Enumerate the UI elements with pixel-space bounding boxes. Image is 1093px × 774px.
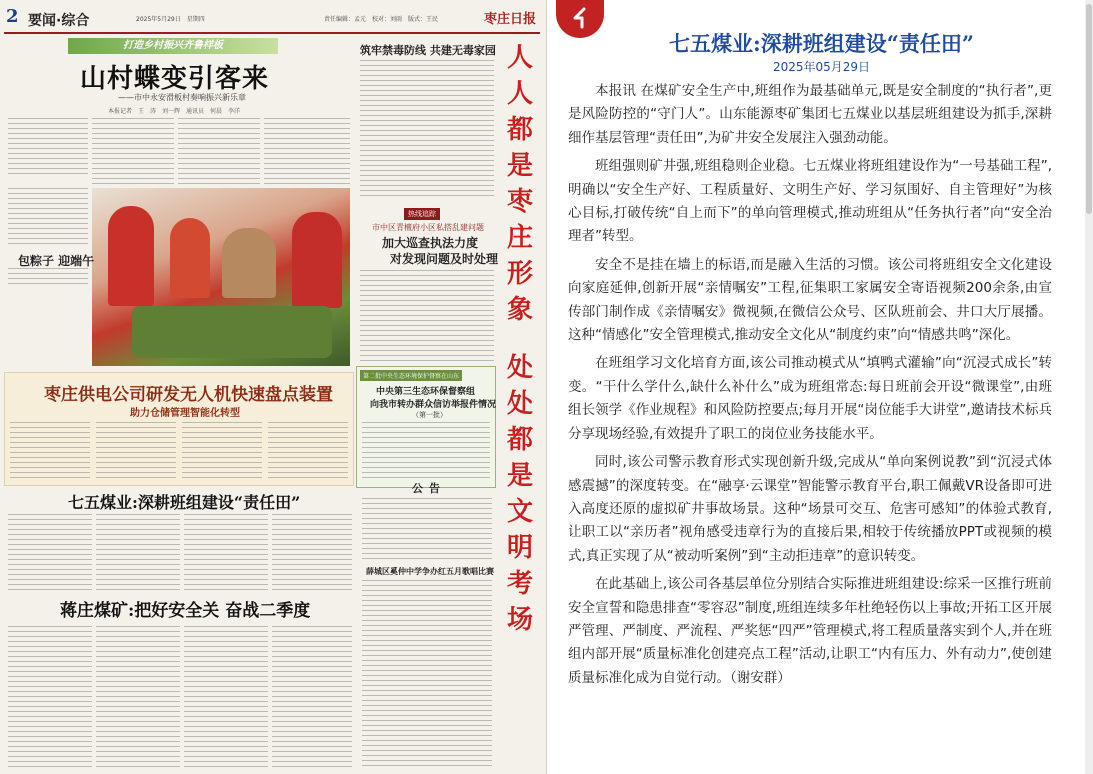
main-subheadline: ——市中永安滑板村奏响振兴新乐章 — [118, 93, 246, 102]
slogan-char: 场 — [506, 605, 533, 635]
article-paragraph: 安全不是挂在墙上的标语,而是融入生活的习惯。该公司将班组安全文化建设向家庭延伸,创新开展“亲情嘱安”工程,征集职工家属安全寄语视频200余条,由宣传部门制作成《亲情嘱安》微视频,在微信公众号、区队班前会、井口大厅展播。这种“情感化”安全管理模式,推动安全文化从“制度约束”向“情感共鸣”深化。 — [568, 256, 1052, 344]
selected-article-headline[interactable]: 七五煤业:深耕班组建设“责任田” — [68, 493, 301, 512]
text-column — [182, 422, 262, 480]
power-company-subheadline: 助力仓储管理智能化转型 — [130, 408, 240, 419]
notice-title: 公告 — [412, 482, 446, 495]
text-column — [10, 422, 90, 480]
newspaper-logo: 枣庄日报 — [483, 12, 536, 27]
hotline-label: 热线追踪 — [404, 208, 440, 220]
article-date: 2025年05月29日 — [772, 60, 871, 74]
section-name: 要闻·综合 — [28, 13, 90, 29]
eco-inspection-headline-3: （第一批） — [412, 411, 447, 419]
photo-caption-title: 包粽子 迎端午 — [18, 254, 95, 268]
eco-inspection-headline-1: 中央第三生态环保督察组 — [376, 387, 476, 397]
text-column — [8, 514, 92, 590]
anti-drug-headline[interactable]: 筑牢禁毒防线 共建无毒家园 — [360, 44, 496, 57]
main-byline: 本报记者 王 涛 刘一辉 通讯员 何晨 李洋 — [108, 108, 241, 115]
article-paragraph: 在此基础上,该公司各基层单位分别结合实际推进班组建设:综采一区推行班前安全宣誓和隐患排查“零容忍”制度,班组连续多年杜绝轻伤以上事故;开拓工区开展严管理、严制度、严流程、严奖惩“四严”管理模式,将工程质量落实到个人,并在班组内部开展“质量标准化创建亮点工程”活动,让职工“内有压力、外有动力”,使创建质量标准化成为自觉行动。（谢安群） — [568, 576, 1052, 686]
hotline-headline-1[interactable]: 加大巡查执法力度 — [382, 236, 479, 250]
slogan-char: 象 — [506, 295, 533, 325]
text-column — [272, 514, 352, 590]
article-reader — [550, 0, 1093, 774]
dumpling-photo[interactable] — [92, 188, 350, 366]
article-paragraph: 班组强则矿井强,班组稳则企业稳。七五煤业将班组建设作为“一号基础工程”,明确以“安全生产好、工程质量好、文明生产好、学习氛围好、自主管理好”为核心目标,打破传统“自上而下”的单向管理模式,推动班组从“任务执行者”向“安全治理者”转型。 — [568, 158, 1052, 245]
text-column — [8, 626, 92, 768]
scrollbar[interactable] — [1085, 0, 1093, 774]
article-paragraph: 本报讯 在煤矿安全生产中,班组作为最基础单元,既是安全制度的“执行者”,更是风险防控的“守门人”。山东能源枣矿集团七五煤业以基层班组建设为抓手,深耕细作基层管理“责任田”,为矿井安全发展注入强劲动能。 — [568, 83, 1052, 146]
jiangzhuang-headline[interactable]: 蒋庄煤矿:把好安全关 奋战二季度 — [60, 601, 311, 621]
slogan-char: 明 — [506, 533, 533, 563]
text-column — [362, 422, 490, 482]
text-column — [8, 118, 88, 178]
text-column — [178, 118, 260, 184]
issue-date: 2025年5月29日 星期四 — [136, 16, 205, 23]
page-number: 2 — [6, 6, 19, 27]
slogan-char: 形 — [506, 259, 533, 289]
text-column — [96, 422, 176, 480]
slogan-char: 是 — [506, 151, 533, 181]
text-column — [92, 118, 174, 184]
slogan-char: 文 — [506, 497, 533, 527]
text-column — [184, 626, 268, 768]
text-column — [96, 514, 180, 590]
article-title: 七五煤业:深耕班组建设“责任田” — [669, 31, 974, 56]
newspaper-masthead — [4, 4, 540, 34]
vertical-slogan — [498, 40, 542, 768]
slogan-char: 庄 — [506, 223, 533, 253]
slogan-char: 处 — [506, 353, 533, 383]
text-column — [360, 270, 494, 362]
editors-line: 责任编辑：孟元 校对：刘雨 版式：王民 — [324, 16, 439, 23]
slogan-char: 是 — [506, 461, 533, 491]
slogan-char: 人 — [506, 79, 533, 109]
text-column — [272, 626, 352, 768]
power-company-headline[interactable]: 枣庄供电公司研发无人机快速盘点装置 — [44, 385, 333, 405]
text-column — [360, 60, 494, 200]
article-paragraph: 同时,该公司警示教育形式实现创新升级,完成从“单向案例说教”到“沉浸式体感震撼”的深度转变。在“融享·云课堂”智能警示教育平台,职工佩戴VR设备即可进入高度还原的虚拟矿井事故场景。这种“场景可交互、危害可感知”的体验式教育,让职工以“亲历者”视角感受违章行为的直接后果,相较于传统播放PPT或视频的模式,真正实现了从“被动听案例”到“主动拒违章”的意识转变。 — [568, 454, 1052, 564]
back-arrow-icon — [570, 6, 590, 30]
text-column — [264, 118, 350, 184]
slogan-part-2 — [498, 350, 542, 638]
scrollbar-thumb[interactable] — [1086, 4, 1092, 214]
slogan-char: 处 — [506, 389, 533, 419]
slogan-char: 人 — [506, 43, 533, 73]
text-column — [184, 514, 268, 590]
slogan-char: 都 — [506, 425, 533, 455]
eco-inspection-headline-2: 向我市转办群众信访举报件情况 — [370, 400, 497, 410]
slogan-char: 枣 — [506, 187, 533, 217]
article-body — [568, 80, 1052, 695]
slogan-char: 都 — [506, 115, 533, 145]
text-column — [8, 188, 88, 246]
article-paragraph: 在班组学习文化培育方面,该公司推动模式从“填鸭式灌输”向“沉浸式成长”转变。“干什么学什么,缺什么补什么”成为班组常态:每日班前会开设“微课堂”,由班组长领学《作业规程》和风险防控要点;每月开展“岗位能手大讲堂”,邀请技术标兵分享现场经验,有效提升了职工的岗位业务技能水平。 — [568, 355, 1052, 442]
text-column — [362, 580, 492, 768]
slogan-part-1 — [498, 40, 542, 328]
text-column — [268, 422, 348, 480]
rural-revitalization-banner: 打造乡村振兴齐鲁样板 — [68, 38, 278, 54]
text-column — [362, 498, 492, 562]
text-column — [8, 268, 88, 288]
song-contest-headline[interactable]: 薛城区奚仲中学争办红五月歌唱比赛 — [366, 567, 494, 576]
hotline-headline-2[interactable]: 对发现问题及时处理 — [390, 252, 499, 266]
eco-inspection-tag: 第二批中央生态环境保护督察在山东 — [360, 370, 462, 381]
text-column — [96, 626, 180, 768]
hotline-kicker: 市中区青檀府小区私搭乱建问题 — [372, 223, 484, 232]
main-headline[interactable]: 山村蝶变引客来 — [80, 64, 270, 94]
slogan-char: 考 — [506, 569, 533, 599]
